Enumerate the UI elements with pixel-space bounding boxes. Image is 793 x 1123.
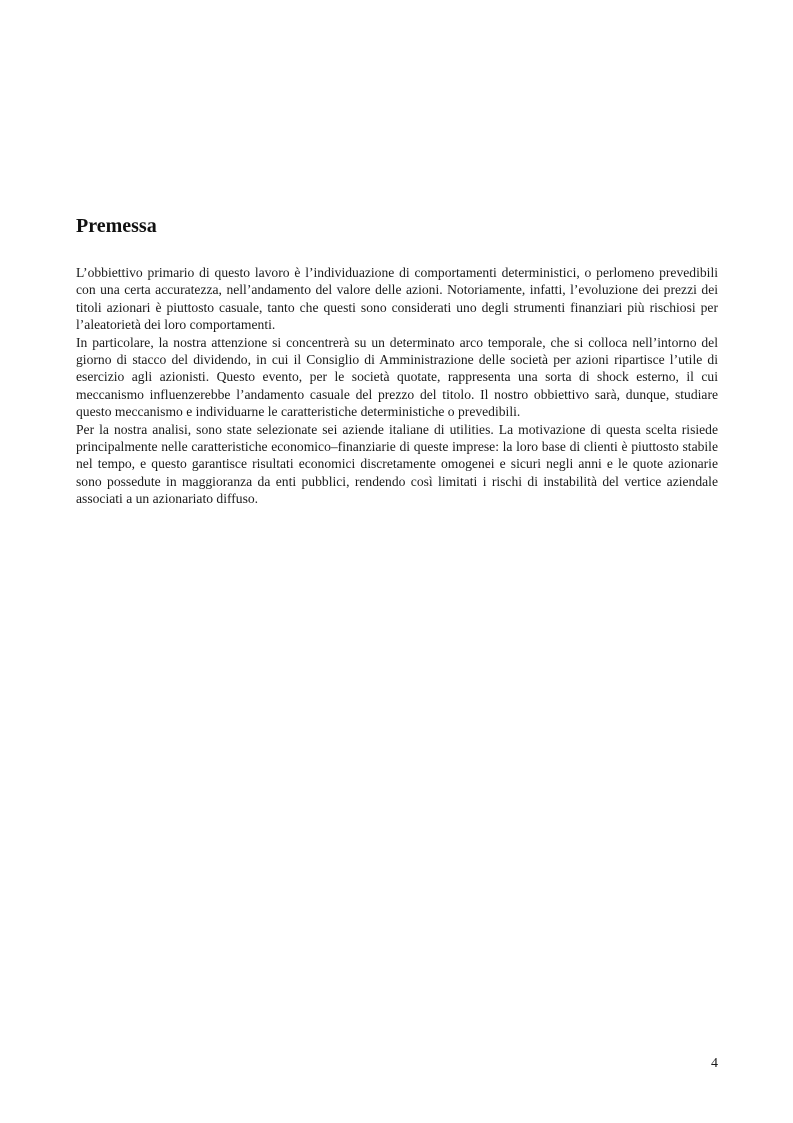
page-content: [76, 212, 718, 508]
paragraph-3: Per la nostra analisi, sono state selezionate sei aziende italiane di utilities. La motivazione di questa scelta risiede principalmente nelle caratteristiche economico–finanziarie di queste imprese: la loro base di clienti è piuttosto stabile nel tempo, e questo garantisce risultati economici discretamente omogenei e sicuri negli anni e le quote azionarie sono possedute in maggioranza da enti pubblici, rendendo così limitati i rischi di instabilità del vertice aziendale associati a un azionariato diffuso.: [76, 421, 718, 507]
paragraph-1: L’obbiettivo primario di questo lavoro è l’individuazione di comportamenti deterministici, o perlomeno prevedibili con una certa accuratezza, nell’andamento del valore delle azioni. Notoriamente, infatti, l’evoluzione dei prezzi dei titoli azionari è piuttosto casuale, tanto che questi sono considerati uno degli strumenti finanziari più rischiosi per l’aleatorietà dei loro comportamenti.: [76, 265, 718, 333]
section-heading: Premessa: [76, 215, 157, 237]
paragraph-2: In particolare, la nostra attenzione si concentrerà su un determinato arco temporale, che si colloca nell’intorno del giorno di stacco del dividendo, in cui il Consiglio di Amministrazione delle società per azioni ripartisce l’utile di esercizio agli azionisti. Questo evento, per le società quotate, rappresenta una sorta di shock esterno, il cui meccanismo influenzerebbe l’andamento casuale del prezzo del titolo. Il nostro obbiettivo sarà, dunque, studiare questo meccanismo e individuarne le caratteristiche deterministiche o prevedibili.: [76, 334, 718, 420]
page-number: 4: [711, 1056, 718, 1071]
